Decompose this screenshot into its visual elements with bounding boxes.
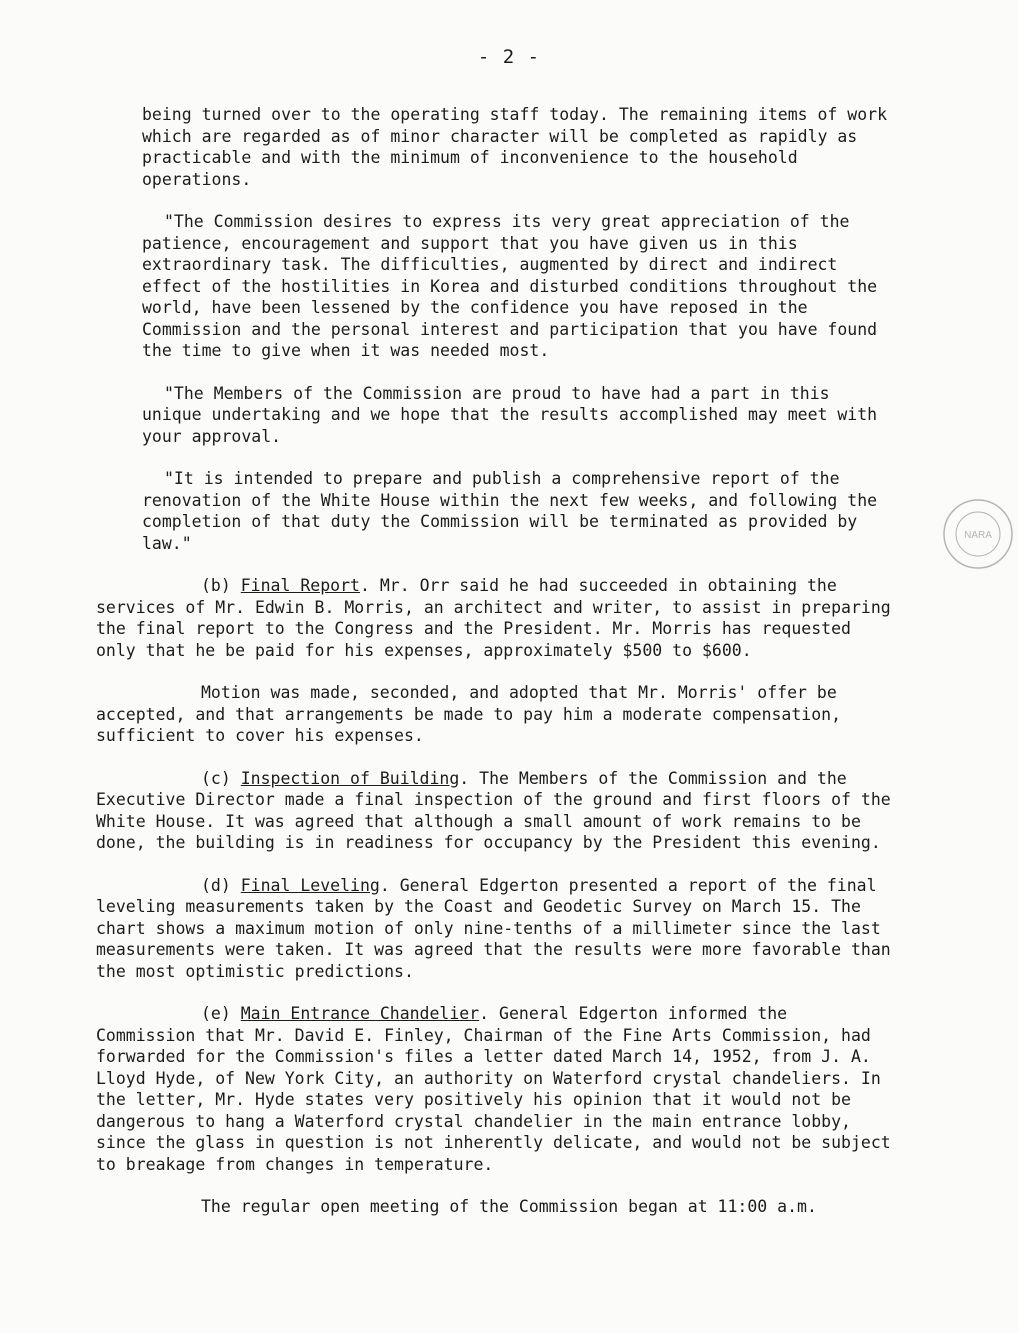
paragraph-appreciation: "The Commission desires to express its very great appreciation of the patience, encouragement and support that you have given us in this extraordinary task. The difficulties, augmented by direct and indirect effect of the hostilities in Korea and disturbed conditions throughout the world, have been lessened by the confidence you have reposed in the Commission and the personal interest and participation that you have found the time to give when it was needed most. — [142, 212, 878, 360]
paragraph-final-report: (b) Final Report. Mr. Orr said he had succeeded in obtaining the services of Mr. Edwin B. Morris, an architect and writer, to assist in preparing the final report to the Congress and the President. Mr. Morris has requested only that he be paid for his expenses, approximately $500 to $600. — [96, 576, 891, 660]
paragraph-inspection: (c) Inspection of Building. The Members of the Commission and the Executive Director made a final inspection of the ground and first floors of the White House. It was agreed that although a small amount of work remains to be done, the building is in readiness for occupancy by the President this evening. — [96, 768, 891, 852]
item-label: (d) — [201, 875, 231, 895]
paragraph-chandelier: (e) Main Entrance Chandelier. General Edgerton informed the Commission that Mr. David E. Finley, Chairman of the Fine Arts Commission, had forwarded for the Commission's files a letter dated March 14, 1952, from J. A. Lloyd Hyde, of New York City, an authority on Waterford crystal chandeliers. In the letter, Mr. Hyde states very positively his opinion that it would not be dangerous to hang a Waterford crystal chandelier in the main entrance lobby, since the glass in question is not inherently delicate, and would not be subject to breakage from changes in temperature. — [96, 1004, 891, 1174]
document-body — [96, 104, 896, 1239]
item-label: (e) — [201, 1004, 231, 1023]
svg-text:NARA: NARA — [964, 530, 992, 541]
paragraph-continuation: being turned over to the operating staff today. The remaining items of work which are regarded as of minor character will be completed as rapidly as practicable and with the minimum of inconvenience to the household operations. — [142, 105, 888, 189]
page-number: - 2 - — [477, 46, 541, 68]
paragraph-report-intent: "It is intended to prepare and publish a comprehensive report of the renovation of the White House within the next few weeks, and following the completion of that duty the Commission will be terminated as provided by law." — [142, 469, 878, 553]
item-heading: Main Entrance Chandelier — [240, 1004, 480, 1023]
library-stamp-icon — [938, 494, 1018, 574]
item-heading: Final Leveling — [240, 875, 380, 895]
item-heading: Inspection of Building — [240, 768, 460, 788]
paragraph-members-proud: "The Members of the Commission are proud to have had a part in this unique undertaking and we hope that the results accomplished may meet with your approval. — [142, 383, 878, 446]
paragraph-open-meeting: The regular open meeting of the Commission began at 11:00 a.m. — [201, 1197, 817, 1216]
paragraph-motion: Motion was made, seconded, and adopted that Mr. Morris' offer be accepted, and that arrangements be made to pay him a moderate compensation, sufficient to cover his expenses. — [96, 683, 842, 745]
item-label: (b) — [201, 576, 231, 595]
item-label: (c) — [201, 768, 231, 788]
paragraph-final-leveling: (d) Final Leveling. General Edgerton presented a report of the final leveling measurements taken by the Coast and Geodetic Survey on March 15. The chart shows a maximum motion of only nine-tenths of a millimeter since the last measurements were taken. It was agreed that the results were more favorable than the most optimistic predictions. — [96, 875, 891, 981]
item-heading: Final Report — [240, 576, 360, 595]
